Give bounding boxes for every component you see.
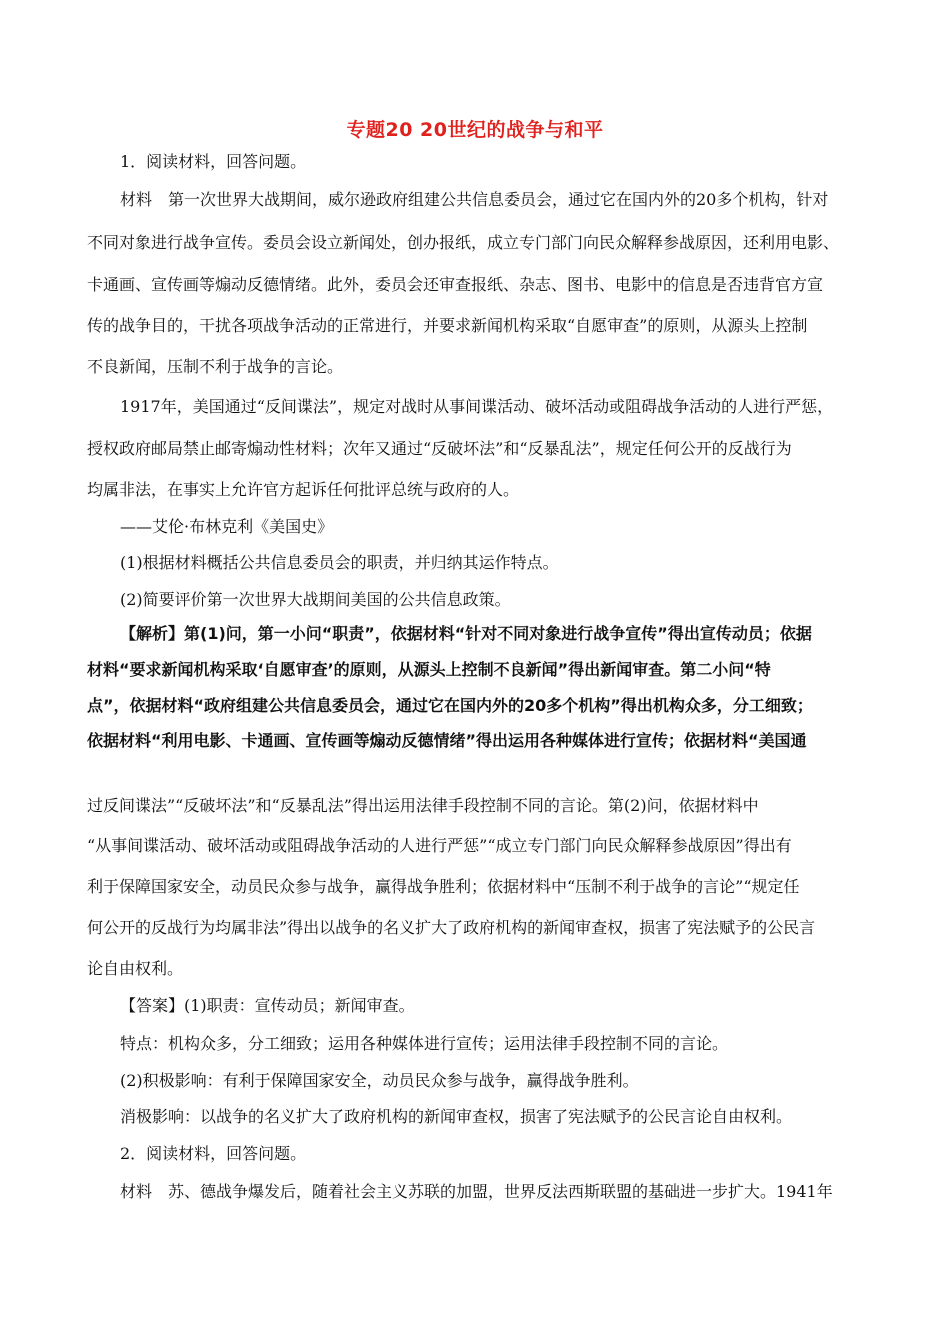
material-paragraph-line: 不同对象进行战争宣传。委员会设立新闻处，创办报纸，成立专门部门向民众解释参战原因，还利用电影、	[87, 233, 840, 252]
answer-line: 消极影响：以战争的名义扩大了政府机构的新闻审查权，损害了宪法赋予的公民言论自由权利。	[120, 1107, 793, 1126]
question-2-heading: 2．阅读材料，回答问题。	[120, 1144, 307, 1163]
material-paragraph-line: 卡通画、宣传画等煽动反德情绪。此外，委员会还审查报纸、杂志、图书、电影中的信息是否违背官方宣	[87, 275, 824, 294]
material-paragraph-line: 授权政府邮局禁止邮寄煽动性材料；次年又通过“反破坏法”和“反暴乱法”，规定任何公开的反战行为	[87, 439, 792, 458]
answer-line: (2)积极影响：有利于保障国家安全，动员民众参与战争，赢得战争胜利。	[120, 1071, 639, 1090]
analysis-line: 材料“要求新闻机构采取‘自愿审查’的原则，从源头上控制不良新闻”得出新闻审查。第二小问“特	[87, 660, 771, 679]
analysis-line: 点”，依据材料“政府组建公共信息委员会，通过它在国内外的20多个机构”得出机构众多，分工细致；	[87, 696, 813, 715]
answer-line: 特点：机构众多，分工细致；运用各种媒体进行宣传；运用法律手段控制不同的言论。	[120, 1034, 729, 1053]
analysis-line: 依据材料“利用电影、卡通画、宣传画等煽动反德情绪”得出运用各种媒体进行宣传；依据材料“美国通	[87, 731, 807, 750]
analysis-line: 过反间谍法”“反破坏法”和“反暴乱法”得出运用法律手段控制不同的言论。第(2)问，依据材料中	[87, 796, 759, 815]
analysis-line: 何公开的反战行为均属非法”得出以战争的名义扩大了政府机构的新闻审查权，损害了宪法赋予的公民言	[87, 918, 816, 937]
material-paragraph-line: 1917年，美国通过“反间谍法”，规定对战时从事间谍活动、破坏活动或阻碍战争活动的人进行严惩，	[120, 397, 834, 416]
sub-question-2: (2)简要评价第一次世界大战期间美国的公共信息政策。	[120, 590, 511, 609]
material-paragraph-line: 均属非法，在事实上允许官方起诉任何批评总统与政府的人。	[87, 480, 520, 499]
analysis-line: 论自由权利。	[87, 959, 184, 978]
material-paragraph-line: 材料 第一次世界大战期间，威尔逊政府组建公共信息委员会，通过它在国内外的20多个机构，针对	[120, 190, 829, 209]
material-paragraph-line: 传的战争目的，干扰各项战争活动的正常进行，并要求新闻机构采取“自愿审查”的原则，从源头上控制	[87, 316, 808, 335]
sub-question-1: (1)根据材料概括公共信息委员会的职责，并归纳其运作特点。	[120, 553, 559, 572]
material-paragraph-line: 不良新闻，压制不利于战争的言论。	[87, 357, 344, 376]
analysis-line: “从事间谍活动、破坏活动或阻碍战争活动的人进行严惩”“成立专门部门向民众解释参战原因”得出有	[87, 836, 792, 855]
material-source: ——艾伦·布林克利《美国史》	[120, 517, 334, 536]
analysis-line: 利于保障国家安全，动员民众参与战争，赢得战争胜利；依据材料中“压制不利于战争的言论”“规定任	[87, 877, 800, 896]
answer-line: 【答案】(1)职责：宣传动员；新闻审查。	[120, 996, 415, 1015]
analysis-line: 【解析】第(1)问，第一小问“职责”，依据材料“针对不同对象进行战争宣传”得出宣传动员；依据	[120, 624, 812, 643]
page-title: 专题20 20世纪的战争与和平	[346, 119, 604, 141]
material-paragraph-line: 材料 苏、德战争爆发后，随着社会主义苏联的加盟，世界反法西斯联盟的基础进一步扩大。1941年	[120, 1182, 833, 1201]
question-1-heading: 1．阅读材料，回答问题。	[120, 152, 307, 171]
